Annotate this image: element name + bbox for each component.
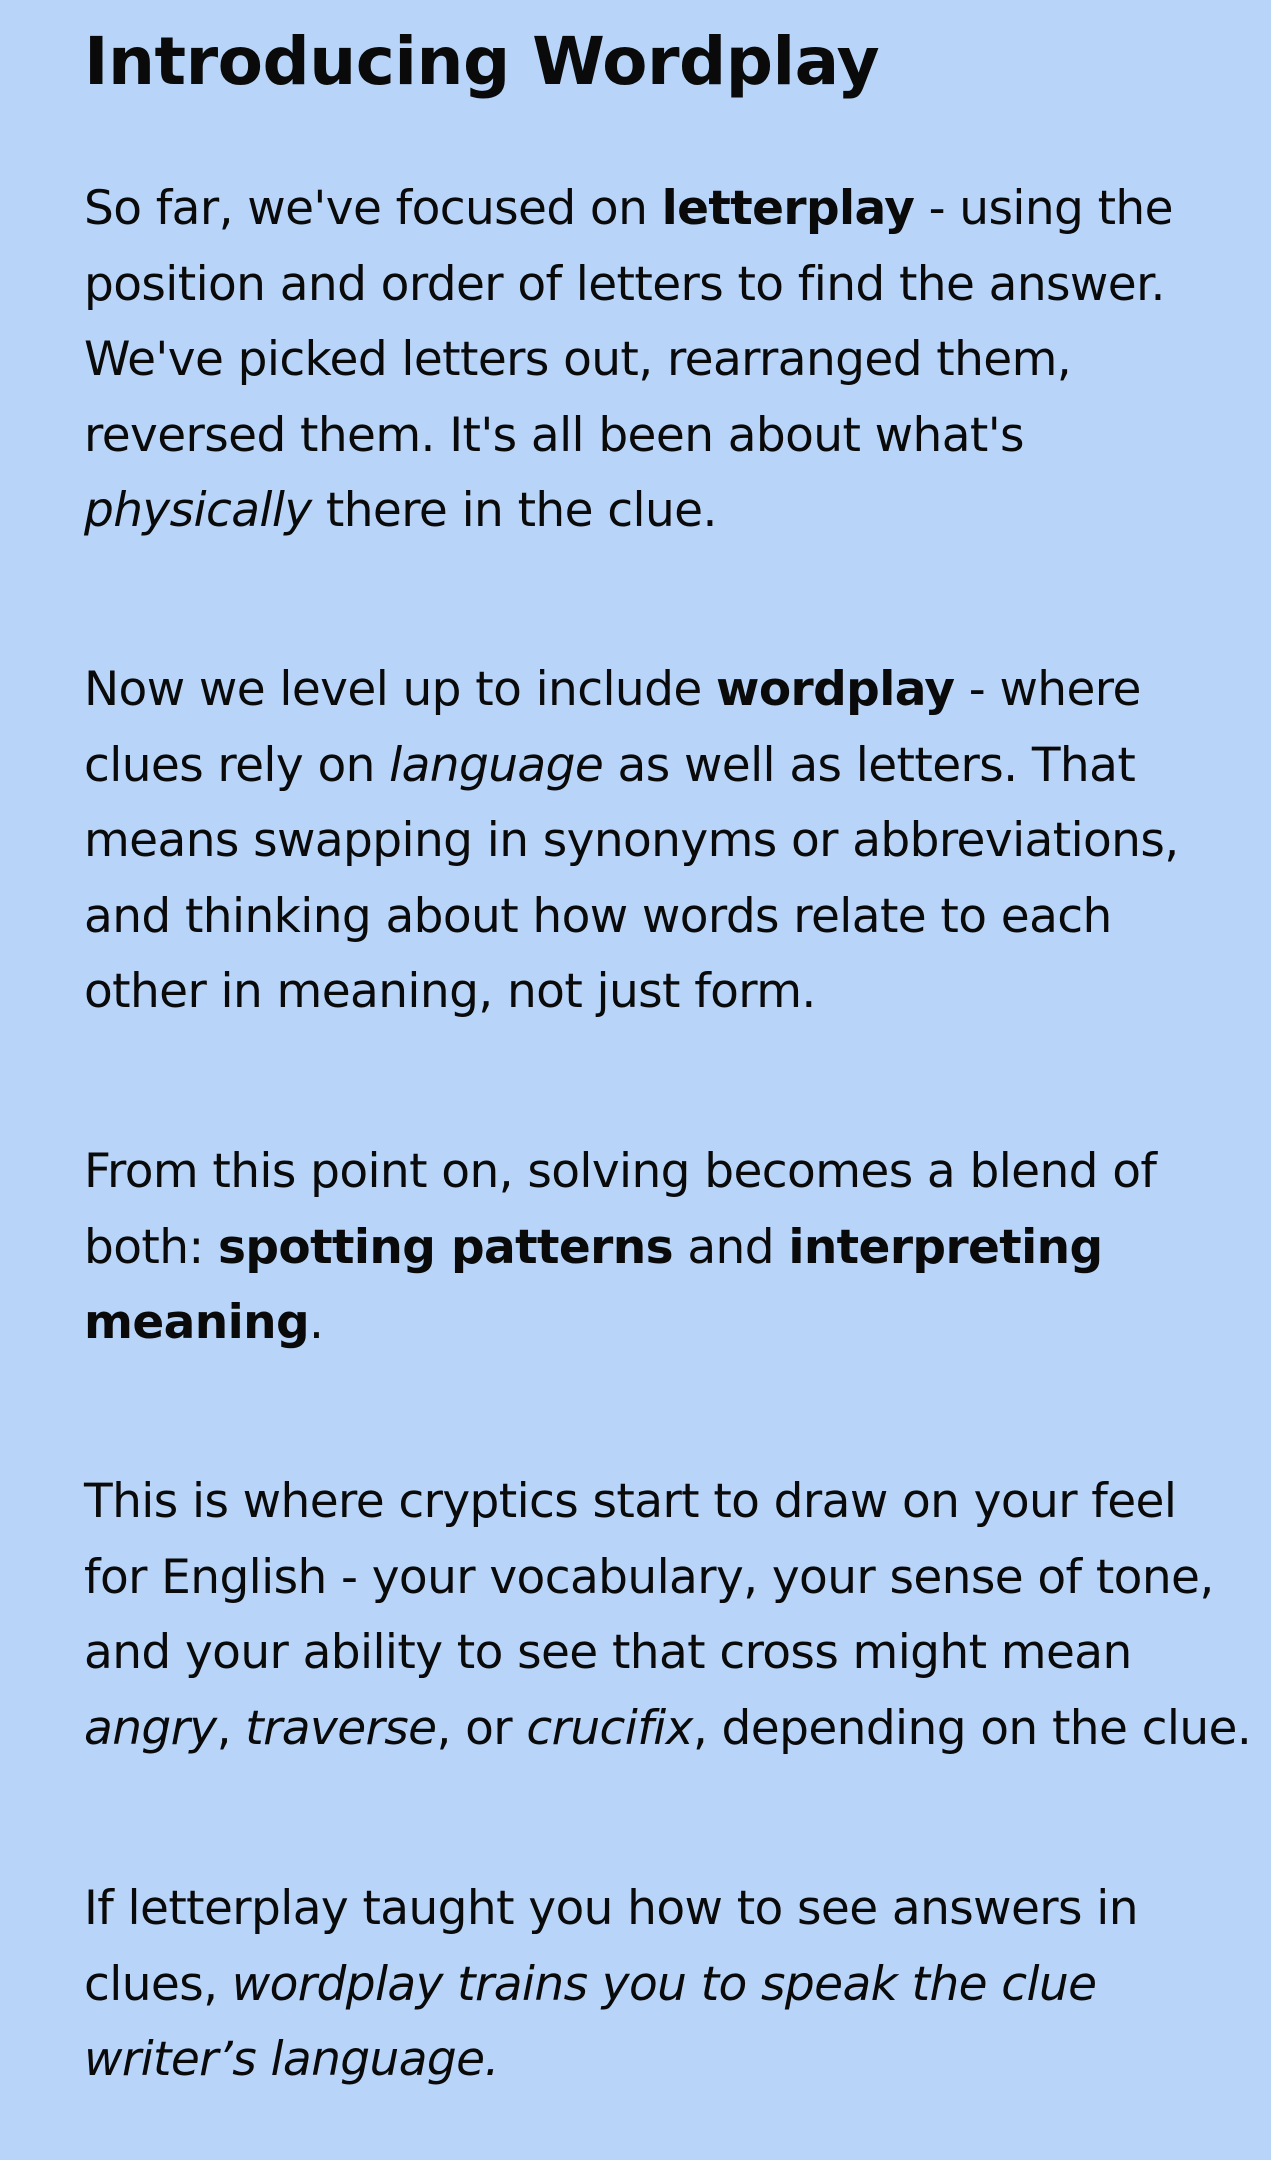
text-line: other in meaning, not just form.: [84, 964, 816, 1019]
text-run: - where: [954, 662, 1141, 717]
italic-term: physically: [84, 483, 312, 538]
text-line: [84, 652, 1179, 728]
paragraph-wordplay: [84, 652, 1179, 1030]
italic-term: wordplay trains you to speak the clue: [231, 1956, 1097, 2012]
italic-term: angry: [84, 1700, 217, 1756]
text-line: [84, 1691, 1251, 1767]
text-run: there in the clue.: [311, 483, 717, 538]
text-line: position and order of letters to find the answer.: [84, 256, 1165, 312]
text-line: [84, 1285, 1156, 1361]
text-line: [84, 1947, 1138, 2023]
text-run: .: [309, 1295, 324, 1350]
text-line: and your ability to see that cross might mean: [84, 1625, 1132, 1680]
text-line: [84, 2022, 1138, 2098]
text-run: - using the: [914, 181, 1173, 236]
text-line: [84, 1210, 1156, 1286]
text-line: reversed them. It's all been about what's: [84, 407, 1024, 463]
text-run: and: [673, 1219, 789, 1275]
bold-term: letterplay: [661, 181, 915, 236]
text-run: clues,: [84, 1956, 232, 2012]
text-line: and thinking about how words relate to each: [84, 888, 1112, 944]
text-line: From this point on, solving becomes a blend of: [84, 1144, 1157, 1199]
paragraph-english: [84, 1464, 1251, 1766]
paragraph-blend: [84, 1134, 1156, 1361]
text-line: [84, 171, 1173, 247]
text-line: for English - your vocabulary, your sense of tone,: [84, 1549, 1214, 1605]
text-line: [84, 473, 1173, 549]
text-run: , or: [436, 1700, 527, 1756]
bold-term: meaning: [84, 1295, 310, 1350]
text-run: as well as letters. That: [603, 737, 1136, 793]
italic-term: traverse: [245, 1700, 437, 1756]
text-line: We've picked letters out, rearranged them,: [84, 332, 1072, 387]
italic-term: crucifix: [526, 1700, 693, 1756]
italic-term: writer’s language.: [84, 2032, 499, 2087]
italic-term: language: [389, 737, 604, 793]
bold-term: wordplay: [716, 662, 955, 717]
text-line: This is where cryptics start to draw on your feel: [84, 1474, 1177, 1529]
text-run: clues rely on: [84, 737, 390, 793]
page-title: Introducing Wordplay: [84, 23, 880, 100]
paragraph-conclusion: [84, 1871, 1138, 2098]
paragraph-letterplay: [84, 171, 1173, 549]
bold-term: interpreting: [788, 1219, 1103, 1275]
text-line: If letterplay taught you how to see answers in: [84, 1881, 1138, 1936]
text-run: , depending on the clue.: [692, 1700, 1252, 1756]
text-run: So far, we've focused on: [84, 181, 662, 236]
text-run: Now we level up to include: [84, 662, 717, 717]
bold-term: spotting patterns: [217, 1219, 673, 1275]
text-line: [84, 728, 1179, 804]
text-run: both:: [84, 1219, 218, 1275]
text-line: means swapping in synonyms or abbreviations,: [84, 813, 1179, 868]
text-run: ,: [216, 1700, 246, 1756]
